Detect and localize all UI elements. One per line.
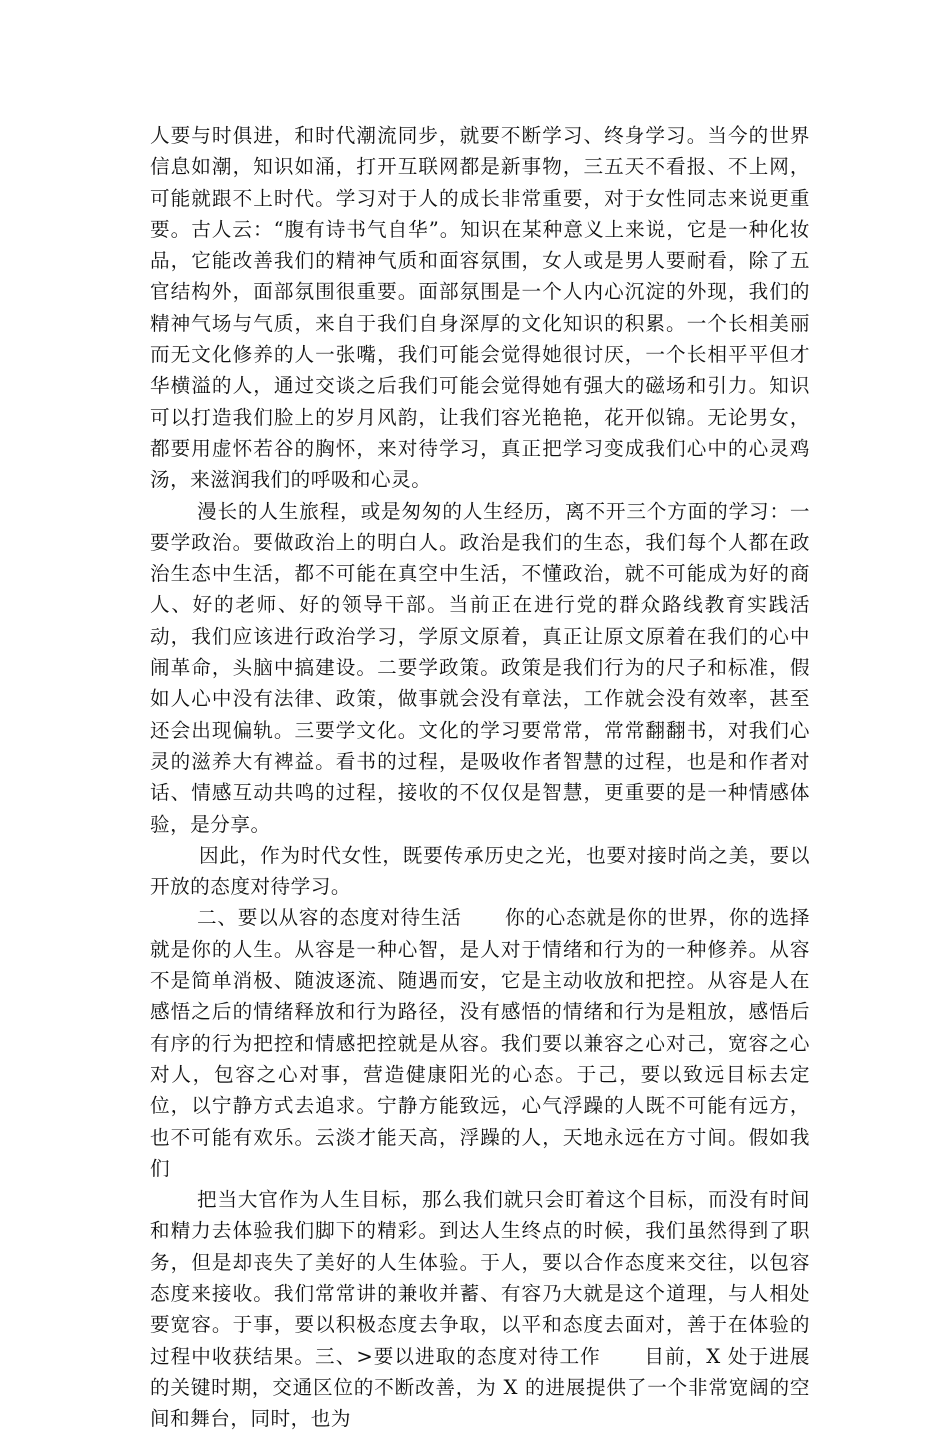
- section-two-body: 你的心态就是你的世界，你的选择就是你的人生。从容是一种心智，是人对于情绪和行为的一种修养。从容不是简单消极、随波逐流、随遇而安，它是主动收放和把控。从容是人在感悟之后的情绪释放和行为路径，没有感悟的情绪和行为是粗放，感悟后有序的行为把控和情感把控就是从容。我们要以兼容之心对己，宽容之心对人，包容之心对事，营造健康阳光的心态。于己，要以致远目标去定位，以宁静方式去追求。宁静方能致远，心气浮躁的人既不可能有远方，也不可能有欢乐。云淡才能天高，浮躁的人，天地永远在方寸间。假如我们: [150, 906, 811, 1180]
- paragraph-conclusion: 因此，作为时代女性，既要传承历史之光，也要对接时尚之美，要以开放的态度对待学习。: [150, 843, 810, 899]
- section-two-heading: 二、要以从容的态度对待生活: [197, 906, 462, 930]
- paragraph-section-two: [150, 902, 810, 1184]
- current-situation-body: 目前，X 处于进展的关键时期，交通区位的不断改善，为 X 的进展提供了一个非常宽阔的空间和舞台，同时，也为: [150, 1344, 810, 1431]
- paragraph-career-goal: [150, 1184, 810, 1434]
- career-goal-body: 把当大官作为人生目标，那么我们就只会盯着这个目标，而没有时间和精力去体验我们脚下的精彩。到达人生终点的时候，我们虽然得到了职务，但是却丧失了美好的人生体验。于人，要以合作态度来交往，以包容态度来接收。我们常常讲的兼收并蓄、有容乃大就是这个道理，与人相处要宽容。于事，要以积极态度去争取，以平和态度去面对，善于在体验的过程中收获结果。三、>要以进取的态度对待工作: [150, 1188, 810, 1368]
- document-page: [150, 120, 810, 1434]
- paragraph-three-studies: 漫长的人生旅程，或是匆匆的人生经历，离不开三个方面的学习：一要学政治。要做政治上的明白人。政治是我们的生态，我们每个人都在政治生态中生活，都不可能在真空中生活，不懂政治，就不可能成为好的商人、好的老师、好的领导干部。当前正在进行党的群众路线教育实践活动，我们应该进行政治学习，学原文原着，真正让原文原着在我们的心中闹革命，头脑中搞建设。二要学政策。政策是我们行为的尺子和标准，假如人心中没有法律、政策，做事就会没有章法，工作就会没有效率，甚至还会出现偏轨。三要学文化。文化的学习要常常，常常翻翻书，对我们心灵的滋养大有裨益。看书的过程，是吸收作者智慧的过程，也是和作者对话、情感互动共鸣的过程，接收的不仅仅是智慧，更重要的是一种情感体验，是分享。: [150, 499, 810, 836]
- paragraph-knowledge: 人要与时俱进，和时代潮流同步，就要不断学习、终身学习。当今的世界信息如潮，知识如涌，打开互联网都是新事物，三五天不看报、不上网，可能就跟不上时代。学习对于人的成长非常重要，对于女性同志来说更重要。古人云：“腹有诗书气自华”。知识在某种意义上来说，它是一种化妆品，它能改善我们的精神气质和面容氛围，女人或是男人要耐看，除了五官结构外，面部氛围很重要。面部氛围是一个人内心沉淀的外现，我们的精神气场与气质，来自于我们自身深厚的文化知识的积累。一个长相美丽而无文化修养的人一张嘴，我们可能会觉得她很讨厌，一个长相平平但才华横溢的人，通过交谈之后我们可能会觉得她有强大的磁场和引力。知识可以打造我们脸上的岁月风韵，让我们容光艳艳，花开似锦。无论男女，都要用虚怀若谷的胸怀，来对待学习，真正把学习变成我们心中的心灵鸡汤，来滋润我们的呼吸和心灵。: [150, 124, 810, 492]
